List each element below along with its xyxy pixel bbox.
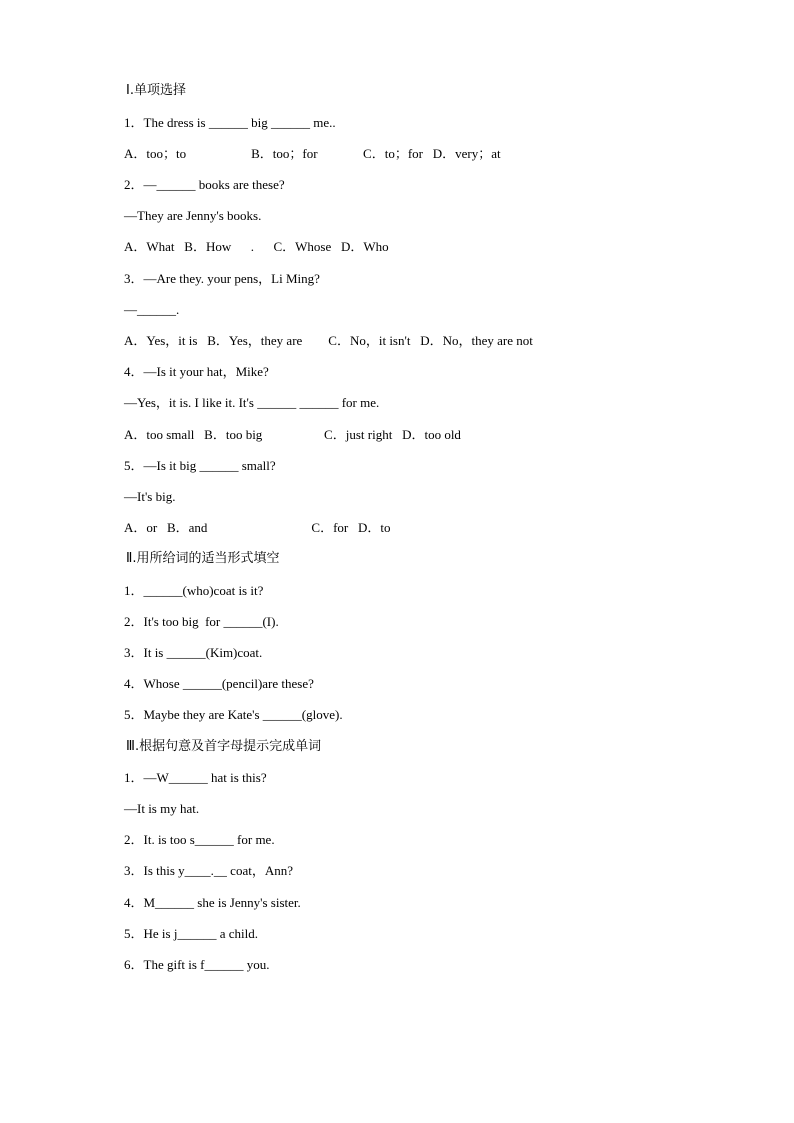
fill-in-line: 5．Maybe they are Kate's ______(glove). xyxy=(124,707,343,722)
section-3-heading: Ⅲ.根据句意及首字母提示完成单词 xyxy=(126,739,322,754)
fill-in-line: 1．______(who)coat is it? xyxy=(124,583,264,598)
question-line: 1．The dress is ______ big ______ me.. xyxy=(124,115,336,130)
options-line: A．or B．and C．for D．to xyxy=(124,520,391,535)
options-line: A．Yes，it is B．Yes，they are C．No，it isn't D．No，they are not xyxy=(124,333,533,348)
options-line: A．too small B．too big C．just right D．too old xyxy=(124,427,461,442)
spelling-line: 2．It. is too s______ for me. xyxy=(124,832,275,847)
fill-in-line: 3．It is ______(Kim)coat. xyxy=(124,645,263,660)
answer-line: —______. xyxy=(124,302,180,317)
spelling-line: 1．—W______ hat is this? xyxy=(124,770,267,785)
answer-line: —Yes，it is. I like it. It's ______ ______ for me. xyxy=(124,395,380,410)
answer-line: —They are Jenny's books. xyxy=(124,208,262,223)
spelling-line: 3．Is this y____.__ coat，Ann? xyxy=(124,863,293,878)
spelling-line: 5．He is j______ a child. xyxy=(124,926,258,941)
question-line: 2．—______ books are these? xyxy=(124,177,285,192)
fill-in-line: 2．It's too big for ______(I). xyxy=(124,614,279,629)
question-line: 5．—Is it big ______ small? xyxy=(124,458,276,473)
spelling-line: 4．M______ she is Jenny's sister. xyxy=(124,895,301,910)
fill-in-line: 4．Whose ______(pencil)are these? xyxy=(124,676,314,691)
spelling-line: 6．The gift is f______ you. xyxy=(124,957,270,972)
answer-line: —It's big. xyxy=(124,489,176,504)
section-2-heading: Ⅱ.用所给词的适当形式填空 xyxy=(126,551,280,566)
section-1-heading: Ⅰ.单项选择 xyxy=(126,83,186,98)
answer-line: —It is my hat. xyxy=(124,801,200,816)
question-line: 4．—Is it your hat，Mike? xyxy=(124,364,269,379)
options-line: A．too；to B．too；for C．to；for D．very；at xyxy=(124,146,501,161)
question-line: 3．—Are they. your pens，Li Ming? xyxy=(124,271,320,286)
options-line: A．What B．How . C．Whose D．Who xyxy=(124,239,389,254)
